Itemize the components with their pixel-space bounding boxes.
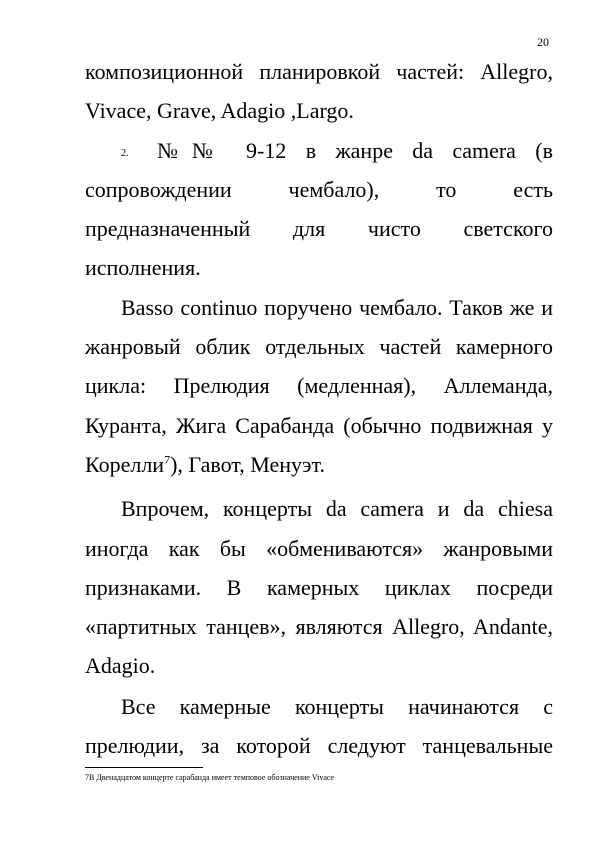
- text-line: прелюдии, за которой следуют танцевальные: [85, 733, 553, 758]
- text-line: [85, 452, 325, 478]
- text-line: иногда как бы «обмениваются» жанровыми: [85, 536, 553, 561]
- text-line: Vivace, Grave, Adagio ,Largo.: [85, 98, 354, 123]
- text-line: признаками. В камерных циклах посреди: [85, 575, 553, 600]
- text-line: исполнения.: [85, 255, 201, 280]
- text-line: предназначенный для чисто светского: [85, 216, 553, 241]
- text-line: сопровождении чембало), то есть: [85, 177, 553, 202]
- text-fragment: Корелли: [85, 452, 165, 477]
- text-line: Впрочем, концерты da camera и da chiesa: [121, 496, 553, 521]
- footnote: 7В Двенадцатом концерте сарабанда имеет темповое обозначение Vivace: [85, 773, 335, 782]
- footnote-marker: 7: [164, 452, 171, 467]
- list-number: 2.: [121, 148, 129, 159]
- text-line: №№ 9-12 в жанре da camera (в: [157, 138, 553, 163]
- text-line: Adagio.: [85, 653, 156, 678]
- page-number: 20: [537, 35, 549, 49]
- text-line: Basso continuo поручено чембало. Таков же и: [121, 295, 553, 320]
- text-line: Все камерные концерты начинаются с: [121, 694, 553, 719]
- text-line: «партитных танцев», являются Allegro, Andante,: [85, 614, 553, 639]
- text-line: жанровый облик отдельных частей камерного: [85, 334, 553, 359]
- text-fragment: ), Гавот, Менуэт.: [170, 452, 325, 477]
- text-line: композиционной планировкой частей: Allegro,: [85, 59, 553, 84]
- footnote-separator: [85, 767, 203, 768]
- text-line: цикла: Прелюдия (медленная), Аллеманда,: [85, 373, 553, 398]
- text-line: Куранта, Жига Сарабанда (обычно подвижная у: [85, 413, 553, 438]
